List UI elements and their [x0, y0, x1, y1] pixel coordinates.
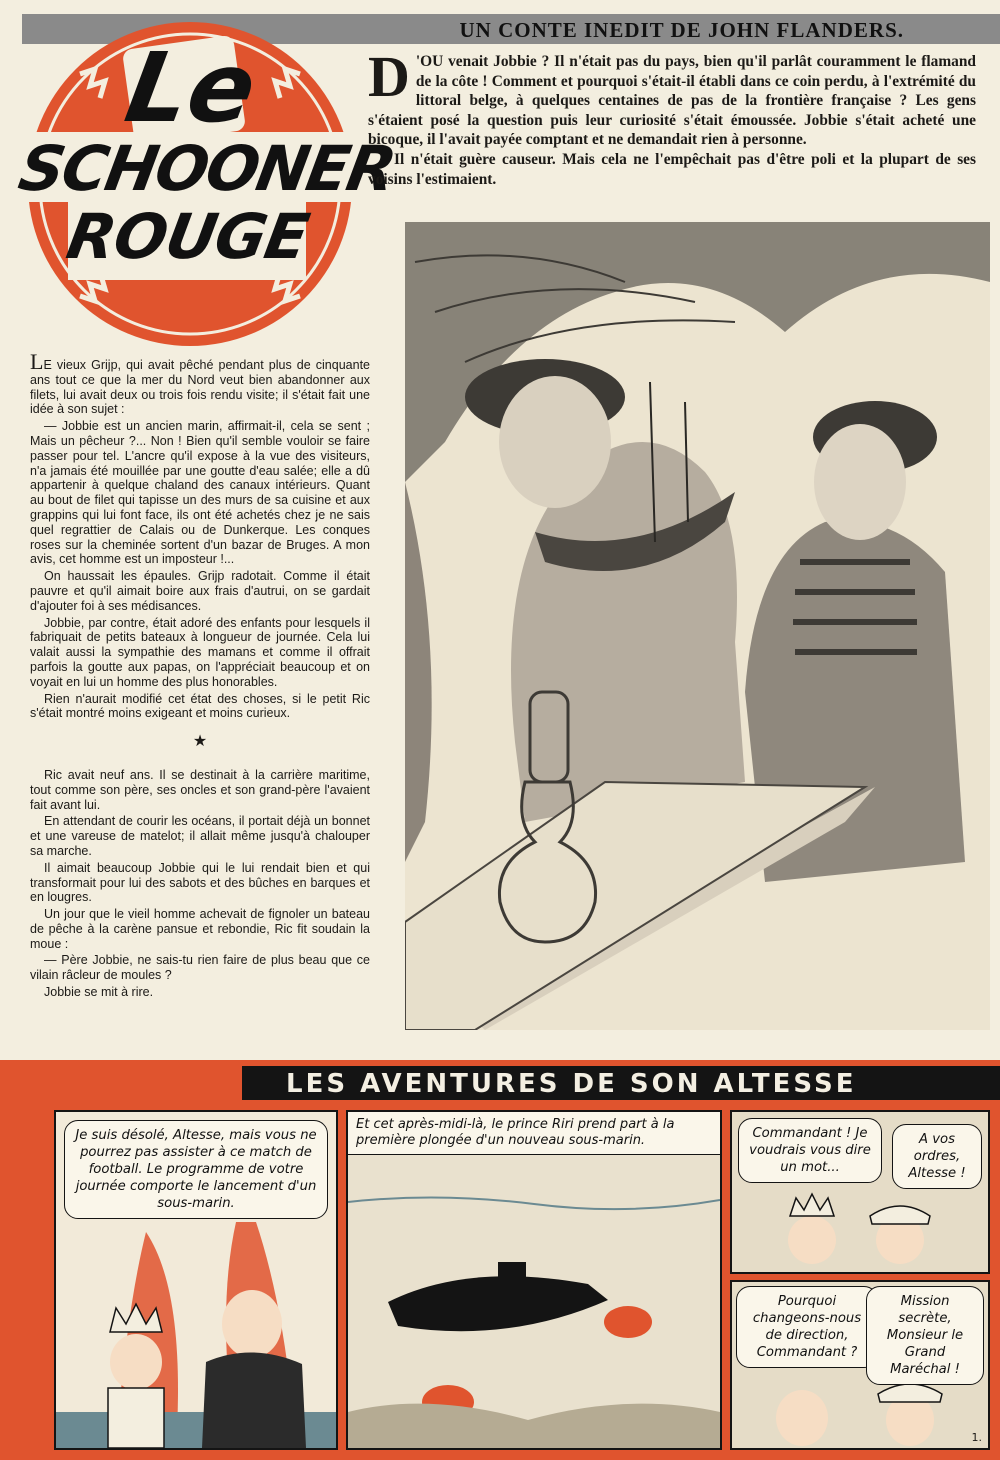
illustration-drawing: [405, 222, 990, 1030]
page-number: 1.: [971, 1431, 982, 1444]
comic-panel-3: [730, 1110, 990, 1274]
comic-title: LES AVENTURES DE SON ALTESSE: [286, 1069, 857, 1099]
intro-paragraph-2: Il n'était guère causeur. Mais cela ne l'empêchait pas d'être poli et la plupart de ses voisins l'estimaient.: [368, 150, 976, 188]
intro-paragraph-1: D 'OU venait Jobbie ? Il n'était pas du pays, bien qu'il parlât couramment le flamand de la côte ! Comment et pourquoi s'était-il établi dans ce coin perdu, à l'extrémité du littoral belge, à quelques centaines de pas de la frontière française ? Les gens s'étaient posé la question puis leur curiosité s'était émoussée. Jobbie s'était acheté une bicoque, il l'avait payée comptant et ne demandait rien à personne.: [368, 44, 976, 149]
story-paragraph-4: Jobbie, par contre, était adoré des enfants pour lesquels il fabriquait de petits bateaux à longueur de journée. Cela lui valait aussi la sympathie des mamans et comme il offrait parfois la goutte aux papas, on l'appréciait beaucoup et on voyait en lui un homme des plus honorables.: [30, 615, 370, 689]
story-paragraph-9: Un jour que le vieil homme achevait de fignoler un bateau de pêche à la carène pansue et rebondie, Ric fit soudain la moue :: [30, 907, 370, 951]
title-schooner: SCHOONER: [13, 132, 400, 205]
panel4-balloon-right: Mission secrète, Monsieur le Grand Maréchal !: [866, 1286, 984, 1385]
comic-strip: [0, 1060, 1000, 1460]
panel1-balloon: Je suis désolé, Altesse, mais vous ne pourrez pas assister à ce match de football. Le programme de votre journée comporte le lancement d'un sous-marin.: [64, 1120, 328, 1219]
title-le: Le: [118, 32, 265, 144]
comic-panel-1: [54, 1110, 338, 1450]
story-paragraph-5: Rien n'aurait modifié cet état des choses, si le petit Ric s'était montré moins exigeant et moins curieux.: [30, 691, 370, 721]
story-paragraph-7: En attendant de courir les océans, il portait déjà un bonnet et une vareuse de matelot; il allait même jusqu'à chalouper sa marche.: [30, 814, 370, 858]
panel4-balloon-left: Pourquoi changeons-nous de direction, Commandant ?: [736, 1286, 878, 1368]
comic-panel-2: [346, 1110, 722, 1450]
comic-panel-4: [730, 1280, 990, 1450]
story-illustration: [405, 222, 990, 1030]
panel3-balloon-right: A vos ordres, Altesse !: [892, 1124, 982, 1189]
story-paragraph-3: On haussait les épaules. Grijp radotait. Comme il était pauvre et qu'il aimait boire aux frais d'autrui, on se gardait d'ajouter foi à ses médisances.: [30, 569, 370, 613]
panel3-balloon-left: Commandant ! Je voudrais vous dire un mot...: [738, 1118, 882, 1183]
story-paragraph-1: LE vieux Grijp, qui avait pêché pendant plus de cinquante ans tout ce que la mer du Nord veut bien abandonner aux filets, lui avait deux ou trois fois rendu visite; il s'était fait une idée à son sujet :: [30, 349, 370, 417]
title-logo: [13, 14, 400, 354]
panel2-caption: Et cet après-midi-là, le prince Riri prend part à la première plongée d'un nouveau sous-marin.: [348, 1112, 720, 1155]
intro-dropcap: D: [368, 44, 410, 109]
intro-text: [368, 44, 976, 189]
section-separator-star: ★: [192, 733, 208, 751]
story-paragraph-8: Il aimait beaucoup Jobbie qui le lui rendait bien et qui transformait pour lui des sabots et des bûches en barques et en lougres.: [30, 860, 370, 905]
story-paragraph-10: — Père Jobbie, ne sais-tu rien faire de plus beau que ce vilain râcleur de moules ?: [30, 953, 370, 983]
title-rouge: ROUGE: [61, 200, 314, 273]
header-banner-text: UN CONTE INEDIT DE JOHN FLANDERS.: [459, 18, 904, 42]
story-paragraph-6: Ric avait neuf ans. Il se destinait à la carrière maritime, tout comme son père, ses oncles et son grand-père l'avaient fait avant lui.: [30, 767, 370, 812]
story-column: [30, 349, 370, 1002]
story-dropcap: L: [30, 349, 44, 374]
comic-title-bar: [242, 1066, 1000, 1100]
story-paragraph-2: — Jobbie est un ancien marin, affirmait-il, cela se sent ; Mais un pêcheur ?... Non ! Bien qu'il semble vouloir se faire passer pour tel. L'ancre qu'il expose à la vue des visiteurs, n'a jamais été mouillée par une goutte d'eau salée; elle a dû appartenir à quelque chaland des canaux intérieurs. Quant au bout de filet qui tapisse un des murs de sa cuisine et aux grappins qui lui font face, ils ont été achetés chez je ne sais quel regrattier de Calais ou de Dunkerque. Les conques roses sur la cheminée sortent d'un bazar de Bruges. A mon avis, cet homme est un imposteur !...: [30, 419, 370, 567]
story-paragraph-11: Jobbie se mit à rire.: [44, 985, 154, 1000]
panel2-drawing: [348, 1112, 720, 1448]
